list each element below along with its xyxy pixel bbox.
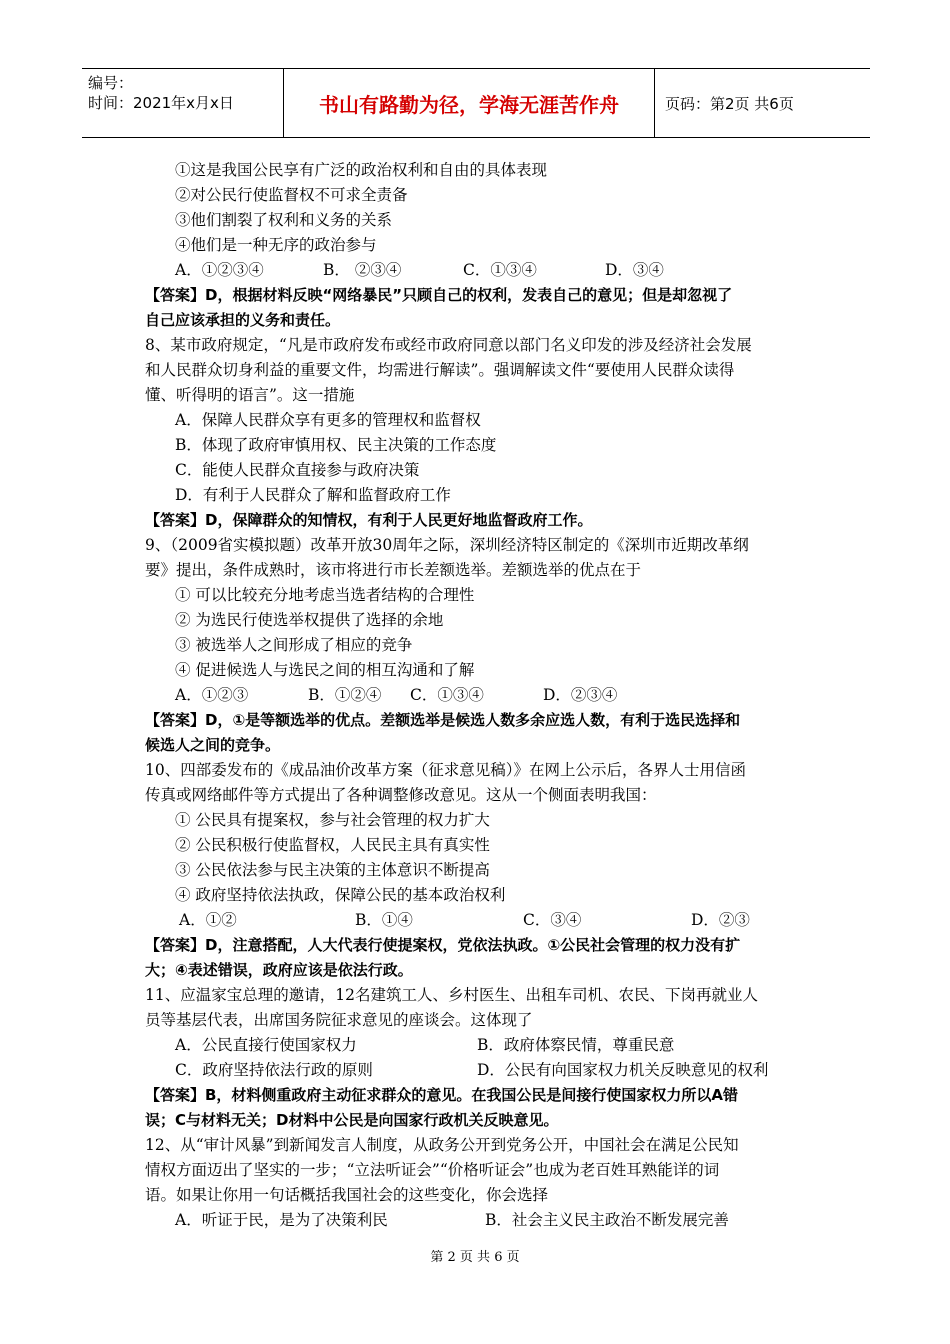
header-page-number: 页码：第2页 共6页	[665, 94, 794, 113]
q11-answer-line-2: 误；C与材料无关；D材料中公民是向国家行政机关反映意见。	[145, 1111, 559, 1129]
q10-item-1: ① 公民具有提案权，参与社会管理的权力扩大	[175, 811, 490, 829]
q7-answer-line-1: 【答案】D，根据材料反映“网络暴民”只顾自己的权利，发表自己的意见；但是却忽视了	[145, 286, 733, 304]
q12-stem-1: 12、从“审计风暴”到新闻发言人制度，从政务公开到党务公开，中国社会在满足公民知	[145, 1136, 739, 1154]
header-meta	[82, 69, 284, 137]
q10-stem-1: 10、四部委发布的《成品油价改革方案（征求意见稿）》在网上公示后，各界人士用信函	[145, 761, 746, 779]
q8-stem-1: 8、某市政府规定，“凡是市政府发布或经市政府同意以部门名义印发的涉及经济社会发展	[145, 336, 752, 354]
q12-options-row-1	[145, 1208, 810, 1233]
q8-answer: 【答案】D，保障群众的知情权，有利于人民更好地监督政府工作。	[145, 511, 593, 529]
q7-options	[145, 258, 810, 283]
q7-item-1: ①这是我国公民享有广泛的政治权利和自由的具体表现	[175, 161, 548, 179]
q11-answer-line-1: 【答案】B，材料侧重政府主动征求群众的意见。在我国公民是间接行使国家权力所以A错	[145, 1086, 739, 1104]
q11-options-row-2	[145, 1058, 810, 1083]
q7-item-2: ②对公民行使监督权不可求全责备	[175, 186, 408, 204]
q10-option-b: B．①④	[355, 911, 413, 929]
q9-option-b: B．①②④	[308, 686, 382, 704]
q9-option-d: D．②③④	[543, 686, 618, 704]
q7-item-4: ④他们是一种无序的政治参与	[175, 236, 377, 254]
document-body	[145, 158, 810, 1233]
q10-stem-2: 传真或网络邮件等方式提出了各种调整修改意见。这从一个侧面表明我国：	[145, 786, 657, 804]
q9-options	[145, 683, 810, 708]
q7-item-3: ③他们割裂了权利和义务的关系	[175, 211, 393, 229]
q10-item-3: ③ 公民依法参与民主决策的主体意识不断提高	[175, 861, 490, 879]
q10-option-d: D．②③	[691, 911, 750, 929]
q11-options-row-1	[145, 1033, 810, 1058]
q9-answer-line-2: 候选人之间的竞争。	[145, 736, 281, 754]
q11-option-d: D．公民有向国家权力机关反映意见的权利	[477, 1061, 769, 1079]
page-header	[82, 68, 870, 138]
q9-option-a: A．①②③	[175, 686, 249, 704]
q9-item-1: ① 可以比较充分地考虑当选者结构的合理性	[175, 586, 475, 604]
q11-option-c: C．政府坚持依法行政的原则	[175, 1061, 373, 1079]
q9-item-4: ④ 促进候选人与选民之间的相互沟通和了解	[175, 661, 475, 679]
q12-stem-3: 语。如果让你用一句话概括我国社会的这些变化，你会选择	[145, 1186, 549, 1204]
q9-answer-line-1: 【答案】D，①是等额选举的优点。差额选举是候选人数多余应选人数，有利于选民选择和	[145, 711, 741, 729]
q7-option-a: A．①②③④	[175, 261, 264, 279]
q9-item-3: ③ 被选举人之间形成了相应的竞争	[175, 636, 413, 654]
q10-answer-line-1: 【答案】D，注意搭配，人大代表行使提案权，党依法执政。①公民社会管理的权力没有扩	[145, 936, 741, 954]
q11-stem-1: 11、应温家宝总理的邀请，12名建筑工人、乡村医生、出租车司机、农民、下岗再就业人	[145, 986, 758, 1004]
q10-option-c: C．③④	[523, 911, 582, 929]
q10-answer-line-2: 大；④表述错误，政府应该是依法行政。	[145, 961, 413, 979]
q8-stem-3: 懂、听得明的语言”。这一措施	[145, 386, 355, 404]
q12-option-b: B．社会主义民主政治不断发展完善	[485, 1211, 729, 1229]
q7-answer-line-2: 自己应该承担的义务和责任。	[145, 311, 341, 329]
q8-option-a: A．保障人民群众享有更多的管理权和监督权	[175, 411, 481, 429]
q7-option-c: C．①③④	[463, 261, 537, 279]
q10-item-4: ④ 政府坚持依法执政，保障公民的基本政治权利	[175, 886, 506, 904]
q9-option-c: C．①③④	[410, 686, 484, 704]
document-number: 编号：	[88, 74, 134, 92]
q8-option-b: B．体现了政府审慎用权、民主决策的工作态度	[175, 436, 497, 454]
q12-option-a: A．听证于民，是为了决策利民	[175, 1211, 388, 1229]
q10-item-2: ② 公民积极行使监督权，人民民主具有真实性	[175, 836, 490, 854]
q7-option-b: B． ②③④	[323, 261, 402, 279]
q8-option-d: D．有利于人民群众了解和监督政府工作	[175, 486, 451, 504]
q8-stem-2: 和人民群众切身利益的重要文件，均需进行解读”。强调解读文件“要使用人民群众读得	[145, 361, 735, 379]
page-footer: 第 2 页 共 6 页	[430, 1250, 520, 1265]
q9-stem-2: 要》提出，条件成熟时，该市将进行市长差额选举。差额选举的优点在于	[145, 561, 642, 579]
q10-options	[145, 908, 810, 933]
q8-option-c: C．能使人民群众直接参与政府决策	[175, 461, 420, 479]
q9-stem-1: 9、（2009省实模拟题）改革开放30周年之际，深圳经济特区制定的《深圳市近期改革纲	[145, 536, 749, 554]
q11-stem-2: 员等基层代表，出席国务院征求意见的座谈会。这体现了	[145, 1011, 533, 1029]
q7-option-d: D．③④	[605, 261, 664, 279]
q9-item-2: ② 为选民行使选举权提供了选择的余地	[175, 611, 444, 629]
document-date: 时间：2021年x月x日	[88, 94, 234, 112]
q11-option-a: A．公民直接行使国家权力	[175, 1036, 357, 1054]
q10-option-a: A．①②	[179, 911, 237, 929]
header-motto: 书山有路勤为径，学海无涯苦作舟	[284, 69, 655, 137]
q12-stem-2: 情权方面迈出了坚实的一步；“立法听证会”“价格听证会”也成为老百姓耳熟能详的词	[145, 1161, 720, 1179]
q11-option-b: B．政府体察民情，尊重民意	[477, 1036, 675, 1054]
